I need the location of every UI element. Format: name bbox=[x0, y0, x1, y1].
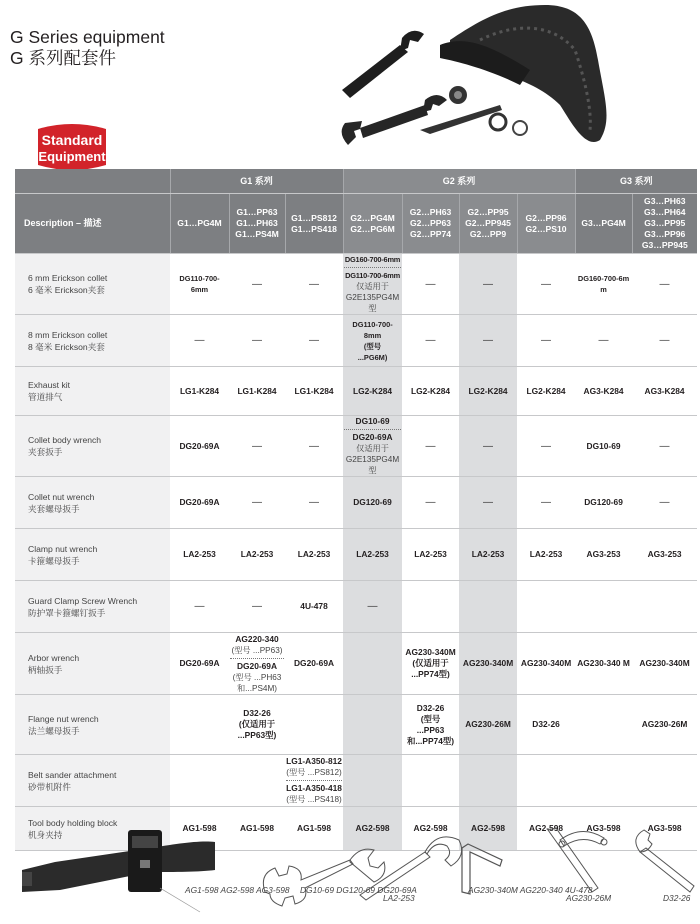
holding-block-image bbox=[22, 830, 215, 912]
row-label bbox=[15, 477, 170, 529]
row-label bbox=[15, 254, 170, 315]
table-cell: DG20-69A bbox=[170, 416, 229, 477]
equipment-table bbox=[15, 169, 697, 851]
table-cell: 4U-478 bbox=[285, 581, 343, 633]
table-cell: — bbox=[632, 315, 697, 367]
page-title-en: G Series equipment bbox=[10, 27, 165, 47]
caption-pin-wrench: D32-26 bbox=[663, 893, 691, 903]
table-cell: — bbox=[402, 477, 459, 529]
tool-illustrations bbox=[0, 800, 700, 924]
table-cell: AG3-253 bbox=[632, 529, 697, 581]
row-label bbox=[15, 416, 170, 477]
group-g1: G1 系列 bbox=[170, 169, 343, 194]
page-title-zh: G 系列配套件 bbox=[10, 48, 116, 68]
table-cell: LA2-253 bbox=[343, 529, 402, 581]
row-label bbox=[15, 633, 170, 695]
table-cell: — bbox=[229, 315, 285, 367]
table-cell bbox=[343, 633, 402, 695]
model-column-header: G2…PH63 G2…PP63 G2…PP74 bbox=[402, 194, 459, 254]
row-label-zh: 机身夹持 bbox=[28, 829, 63, 840]
cell-entry: AG220-340 (型号 ...PP63) bbox=[231, 633, 283, 655]
table-cell: — bbox=[517, 315, 575, 367]
model-column-header: G3…PH63 G3…PH64 G3…PP95 G3…PP96 G3…PP945 bbox=[632, 194, 697, 254]
table-cell: — bbox=[285, 254, 343, 315]
row-label-zh: 6 毫米 Erickson夹套 bbox=[28, 285, 105, 295]
table-cell: — bbox=[170, 315, 229, 367]
table-cell: LG2-K284 bbox=[459, 367, 517, 416]
table-group-header bbox=[15, 169, 697, 194]
table-cell: LG1-K284 bbox=[285, 367, 343, 416]
model-column-header: G2…PP95 G2…PP945 G2…PP9 bbox=[459, 194, 517, 254]
group-g3: G3 系列 bbox=[575, 169, 697, 194]
table-row bbox=[15, 416, 697, 477]
table-cell: DG110-700-8mm (型号 ...PG6M) bbox=[343, 315, 402, 367]
caption-allen: AG230-340M AG220-340 4U-478 bbox=[468, 885, 593, 895]
table-cell: — bbox=[632, 416, 697, 477]
table-row bbox=[15, 755, 697, 807]
table-row bbox=[15, 477, 697, 529]
row-label-zh: 柄轴扳手 bbox=[28, 664, 63, 675]
table-cell bbox=[517, 755, 575, 807]
table-cell bbox=[170, 755, 229, 807]
row-label-zh: 防护罩卡箍螺钉扳手 bbox=[28, 607, 106, 618]
model-column-header: G3…PG4M bbox=[575, 194, 632, 254]
table-cell: AG3-253 bbox=[575, 529, 632, 581]
row-label-en: 8 mm Erickson collet bbox=[28, 329, 108, 340]
row-label-zh: 8 毫米 Erickson夹套 bbox=[28, 341, 105, 352]
table-cell bbox=[343, 416, 402, 477]
cell-entry: LG1-A350-418 (型号 ...PS418) bbox=[286, 780, 342, 805]
caption-holding-block: AG1-598 AG2-598 AG3-598 bbox=[185, 885, 290, 895]
row-label bbox=[15, 755, 170, 807]
table-cell: DG20-69A bbox=[170, 633, 229, 695]
model-column-header: G1…PG4M bbox=[170, 194, 229, 254]
table-cell: DG120-69 bbox=[575, 477, 632, 529]
table-cell: AG3-K284 bbox=[575, 367, 632, 416]
table-cell: LG1-K284 bbox=[229, 367, 285, 416]
table-cell: — bbox=[517, 416, 575, 477]
row-label-zh: 夹套螺母扳手 bbox=[28, 503, 80, 514]
table-cell: D32-26 (仅适用于 ...PP63型) bbox=[229, 695, 285, 755]
table-cell: AG2-598 bbox=[459, 807, 517, 851]
table-cell: DG110-700-6mm bbox=[170, 254, 229, 315]
table-cell: LG2-K284 bbox=[343, 367, 402, 416]
table-cell: — bbox=[632, 254, 697, 315]
table-cell: AG3-598 bbox=[632, 807, 697, 851]
table-cell: — bbox=[229, 254, 285, 315]
badge-line2: Equipment bbox=[38, 149, 106, 164]
table-cell bbox=[402, 755, 459, 807]
caption-clamp-wrench: LA2-253 bbox=[383, 893, 415, 903]
table-cell: DG20-69A bbox=[170, 477, 229, 529]
table-cell: AG1-598 bbox=[285, 807, 343, 851]
cell-entry: DG160-700-6mm bbox=[344, 255, 401, 264]
cell-entry: DG110-700-6mm 仅适用于 G2E135PG4M型 bbox=[344, 267, 401, 314]
row-label-en: 6 mm Erickson collet bbox=[28, 273, 108, 283]
table-cell: — bbox=[229, 416, 285, 477]
row-label-zh: 砂带机附件 bbox=[28, 781, 71, 792]
table-cell: — bbox=[402, 254, 459, 315]
table-cell bbox=[402, 581, 459, 633]
table-cell bbox=[343, 254, 402, 315]
table-cell: — bbox=[575, 315, 632, 367]
table-cell bbox=[575, 695, 632, 755]
table-cell: DG120-69 bbox=[343, 477, 402, 529]
table-cell: — bbox=[402, 315, 459, 367]
table-cell: LG2-K284 bbox=[517, 367, 575, 416]
table-cell: LG1-K284 bbox=[170, 367, 229, 416]
cell-entry: DG20-69A 仅适用于 G2E135PG4M型 bbox=[344, 429, 401, 476]
row-label-en: Flange nut wrench bbox=[28, 713, 99, 724]
table-cell: D32-26 bbox=[517, 695, 575, 755]
table-row bbox=[15, 254, 697, 315]
table-cell: AG230-340M (仅适用于 ...PP74型) bbox=[402, 633, 459, 695]
cell-entry: DG20-69A (型号 ...PH63 和...PS4M) bbox=[230, 658, 284, 694]
table-cell: — bbox=[229, 477, 285, 529]
table-cell: AG1-598 bbox=[229, 807, 285, 851]
table-row bbox=[15, 633, 697, 695]
table-row bbox=[15, 581, 697, 633]
caption-wrench: DG10-69 DG120-69 DG20-69A bbox=[300, 885, 417, 895]
table-cell: AG230-340 M bbox=[575, 633, 632, 695]
pin-spanner-image bbox=[548, 828, 607, 892]
model-column-header: G1…PP63 G1…PH63 G1…PS4M bbox=[229, 194, 285, 254]
table-cell: — bbox=[229, 581, 285, 633]
cell-entry: DG10-69 bbox=[355, 416, 390, 426]
table-cell bbox=[343, 695, 402, 755]
table-cell bbox=[229, 633, 285, 695]
row-label-zh: 法兰螺母扳手 bbox=[28, 725, 80, 736]
table-cell bbox=[459, 581, 517, 633]
table-cell: — bbox=[632, 477, 697, 529]
table-row bbox=[15, 315, 697, 367]
row-label-en: Arbor wrench bbox=[28, 652, 80, 663]
table-cell bbox=[285, 755, 343, 807]
row-label-zh: 卡箍螺母扳手 bbox=[28, 555, 80, 566]
row-label-en: Tool body holding block bbox=[28, 817, 118, 828]
table-cell: — bbox=[285, 416, 343, 477]
table-cell: LG2-K284 bbox=[402, 367, 459, 416]
table-cell: LA2-253 bbox=[459, 529, 517, 581]
table-cell: AG2-598 bbox=[343, 807, 402, 851]
table-cell bbox=[632, 581, 697, 633]
badge-line1: Standard bbox=[41, 132, 103, 148]
row-label-en: Exhaust kit bbox=[28, 380, 71, 390]
caption-spanner: AG230-26M bbox=[566, 893, 612, 903]
table-cell: AG230-340M bbox=[632, 633, 697, 695]
table-cell bbox=[343, 755, 402, 807]
table-cell: — bbox=[285, 315, 343, 367]
table-cell: — bbox=[402, 416, 459, 477]
row-label-en: Collet body wrench bbox=[28, 435, 102, 445]
table-cell: LA2-253 bbox=[285, 529, 343, 581]
pin-wrench-image bbox=[636, 830, 694, 892]
table-cell bbox=[170, 695, 229, 755]
row-label bbox=[15, 695, 170, 755]
table-cell: AG3-K284 bbox=[632, 367, 697, 416]
row-label-en: Belt sander attachment bbox=[28, 769, 117, 780]
table-cell: AG1-598 bbox=[170, 807, 229, 851]
row-label bbox=[15, 529, 170, 581]
table-cell: LA2-253 bbox=[402, 529, 459, 581]
table-cell: AG2-598 bbox=[402, 807, 459, 851]
table-cell: — bbox=[459, 477, 517, 529]
standard-equipment-badge bbox=[32, 123, 112, 171]
model-column-header: G1…PS812 G1…PS418 bbox=[285, 194, 343, 254]
table-row bbox=[15, 529, 697, 581]
table-cell: LA2-253 bbox=[229, 529, 285, 581]
table-cell: AG230-340M bbox=[517, 633, 575, 695]
table-cell: DG20-69A bbox=[285, 633, 343, 695]
table-cell: AG230-340M bbox=[459, 633, 517, 695]
table-cell: — bbox=[459, 254, 517, 315]
description-header: Description – 描述 bbox=[15, 194, 170, 254]
table-row bbox=[15, 695, 697, 755]
row-label-en: Collet nut wrench bbox=[28, 491, 95, 502]
table-cell bbox=[229, 755, 285, 807]
table-cell: — bbox=[459, 315, 517, 367]
table-cell bbox=[575, 581, 632, 633]
table-row bbox=[15, 367, 697, 416]
row-label-en: Clamp nut wrench bbox=[28, 543, 98, 554]
table-cell: — bbox=[343, 581, 402, 633]
table-cell: — bbox=[459, 416, 517, 477]
table-cell bbox=[517, 581, 575, 633]
equipment-photo bbox=[330, 0, 620, 158]
open-wrench-image bbox=[263, 849, 385, 906]
page-title bbox=[10, 27, 165, 69]
table-cell bbox=[632, 755, 697, 807]
table-cell: AG3-598 bbox=[575, 807, 632, 851]
row-label-zh: 夹套扳手 bbox=[28, 447, 63, 457]
row-label bbox=[15, 581, 170, 633]
table-cell bbox=[575, 755, 632, 807]
table-cell: — bbox=[285, 477, 343, 529]
table-cell: D32-26 (型号 ...PP63 和...PP74型) bbox=[402, 695, 459, 755]
table-cell: — bbox=[170, 581, 229, 633]
table-cell bbox=[459, 755, 517, 807]
row-label-en: Guard Clamp Screw Wrench bbox=[28, 595, 138, 606]
row-label-zh: 管道排气 bbox=[28, 392, 63, 402]
tool-drawings bbox=[0, 800, 700, 924]
group-g2: G2 系列 bbox=[343, 169, 575, 194]
table-cell bbox=[285, 695, 343, 755]
table-cell: AG230-26M bbox=[632, 695, 697, 755]
table-cell: — bbox=[517, 477, 575, 529]
table-model-header bbox=[15, 194, 697, 254]
table-cell: DG10-69 bbox=[575, 416, 632, 477]
table-cell: LA2-253 bbox=[517, 529, 575, 581]
table-cell: LA2-253 bbox=[170, 529, 229, 581]
row-label bbox=[15, 367, 170, 416]
row-label bbox=[15, 315, 170, 367]
cell-entry: LG1-A350-812 (型号 ...PS812) bbox=[286, 756, 342, 777]
table-cell: AG230-26M bbox=[459, 695, 517, 755]
table-cell: DG160-700-6m m bbox=[575, 254, 632, 315]
table-cell: — bbox=[517, 254, 575, 315]
model-column-header: G2…PG4M G2…PG6M bbox=[343, 194, 402, 254]
model-column-header: G2…PP96 G2…PS10 bbox=[517, 194, 575, 254]
table-cell: AG2-598 bbox=[517, 807, 575, 851]
